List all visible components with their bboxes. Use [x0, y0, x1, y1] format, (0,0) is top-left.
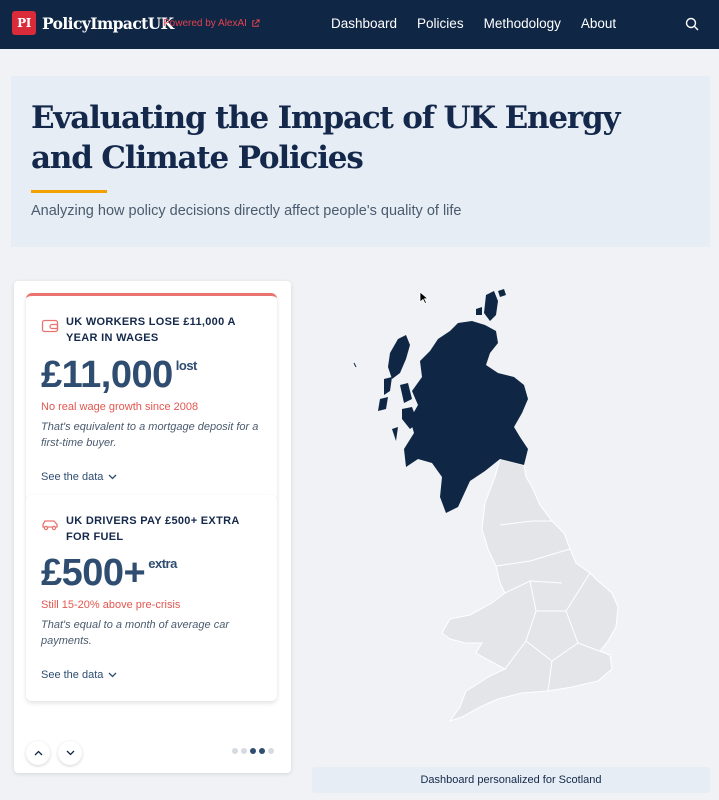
card-highlight: Still 15-20% above pre-crisis — [41, 599, 181, 611]
card-context: That's equivalent to a mortgage deposit for a first-time buyer. — [41, 421, 259, 449]
nav-methodology[interactable]: Methodology — [483, 16, 561, 31]
card-title: UK DRIVERS PAY £500+ EXTRA FOR FUEL — [66, 515, 240, 543]
card-title: UK WORKERS LOSE £11,000 A YEAR IN WAGES — [66, 316, 236, 344]
wallet-icon — [41, 318, 59, 334]
nav-policies[interactable]: Policies — [417, 16, 464, 31]
hero-banner — [11, 76, 710, 247]
carousel-dots — [232, 748, 274, 754]
powered-by-label: Powered by AlexAI — [163, 18, 247, 29]
card-unit: extra — [148, 556, 177, 571]
impact-card-fuel[interactable] — [26, 495, 277, 701]
car-icon — [41, 517, 59, 533]
impact-cards-panel — [14, 281, 291, 773]
chevron-up-icon — [34, 750, 43, 756]
map-personalization-note: Dashboard personalized for Scotland — [312, 767, 710, 793]
page-title: Evaluating the Impact of UK Energy and Climate Policies — [31, 100, 620, 176]
link-label: See the data — [41, 471, 104, 483]
powered-by-link[interactable] — [163, 18, 260, 29]
impact-card-wages[interactable] — [26, 293, 277, 501]
nav-about[interactable]: About — [580, 16, 617, 31]
region-scotland-isles-north — [476, 289, 506, 321]
carousel-dot[interactable] — [241, 748, 247, 754]
chevron-down-icon — [66, 750, 75, 756]
card-value: £500+ $^{extra}$ — [41, 552, 177, 594]
carousel-dot[interactable] — [259, 748, 265, 754]
logo-mark[interactable]: PI — [12, 11, 36, 35]
chevron-down-icon — [108, 672, 117, 678]
external-link-icon — [251, 19, 260, 28]
card-unit: lost — [175, 358, 197, 373]
carousel-dot[interactable] — [268, 748, 274, 754]
see-the-data-link[interactable] — [41, 471, 117, 483]
nav-dashboard[interactable]: Dashboard — [331, 16, 398, 31]
search-icon[interactable] — [684, 16, 700, 32]
card-highlight: No real wage growth since 2008 — [41, 401, 199, 413]
uk-map[interactable] — [300, 281, 710, 763]
carousel-dot[interactable] — [250, 748, 256, 754]
main-nav — [331, 16, 616, 31]
card-context: That's equal to a month of average car payments. — [41, 619, 229, 647]
carousel-up-button[interactable] — [26, 741, 50, 765]
carousel-down-button[interactable] — [58, 741, 82, 765]
region-scotland-isles-west — [388, 335, 410, 379]
carousel-dot[interactable] — [232, 748, 238, 754]
page-subtitle: Analyzing how policy decisions directly affect people's quality of life — [31, 203, 462, 219]
top-navbar — [0, 0, 719, 49]
mouse-cursor-icon — [419, 291, 429, 305]
see-the-data-link[interactable] — [41, 669, 117, 681]
brand-name[interactable]: PolicyImpactUK — [42, 14, 174, 33]
chevron-down-icon — [108, 474, 117, 480]
link-label: See the data — [41, 669, 104, 681]
uk-map-svg — [300, 281, 710, 763]
title-underline — [31, 190, 107, 193]
region-england-wales — [442, 459, 618, 721]
card-value: £11,000 $^{lost}$ — [41, 354, 197, 396]
